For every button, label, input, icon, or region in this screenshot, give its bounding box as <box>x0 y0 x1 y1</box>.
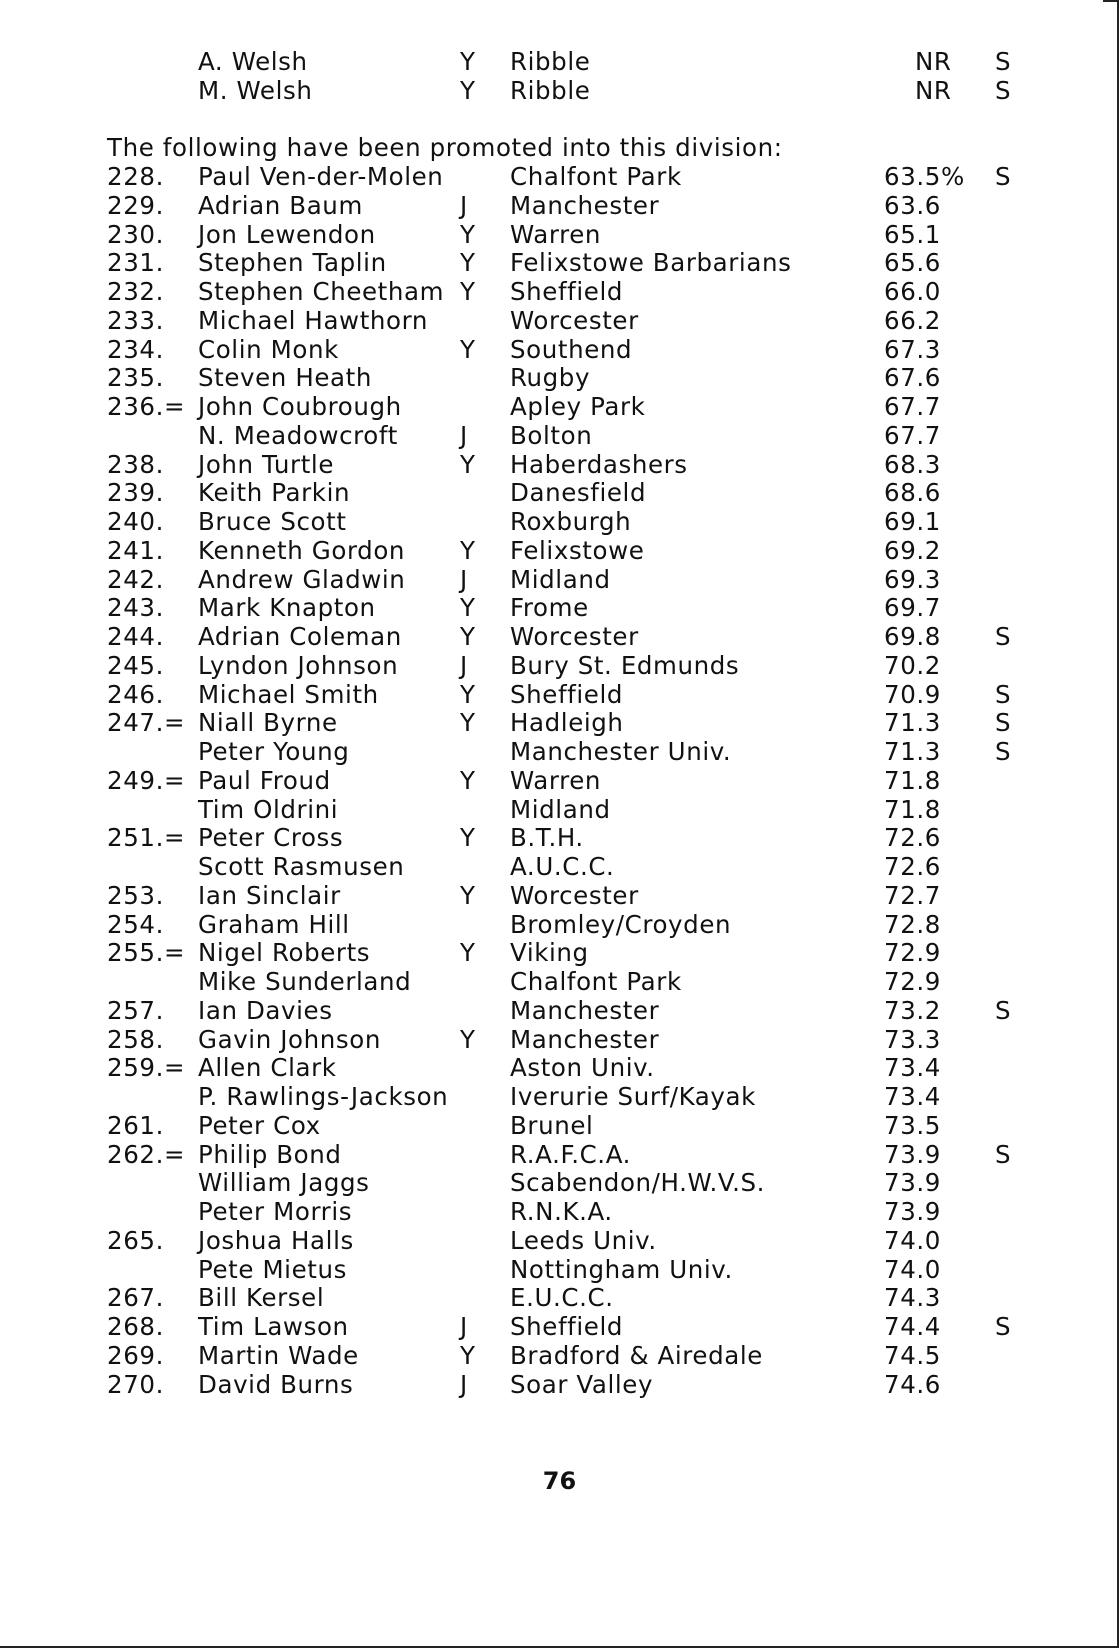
position-number: 231. <box>107 248 164 278</box>
result-row <box>0 277 1119 306</box>
club-name: Bromley/Croyden <box>510 909 732 939</box>
result-row <box>0 421 1119 450</box>
percentage-value: 72.6 <box>884 823 941 853</box>
club-name: E.U.C.C. <box>510 1283 614 1313</box>
position-number: 239. <box>107 478 164 508</box>
position-number: 246. <box>107 679 164 709</box>
position-number: 234. <box>107 334 164 364</box>
category-code: Y <box>460 593 476 623</box>
section-heading: The following have been promoted into this division: <box>107 133 783 162</box>
percentage-value: 74.0 <box>884 1254 941 1284</box>
position-number: 245. <box>107 650 164 680</box>
competitor-name: Jon Lewendon <box>198 219 376 249</box>
percentage-value: 63.6 <box>884 190 941 220</box>
result-row <box>0 220 1119 249</box>
competitor-name: Michael Hawthorn <box>198 305 428 335</box>
position-number: 268. <box>107 1312 164 1341</box>
result-row <box>0 795 1119 824</box>
percentage-value: 73.4 <box>884 1082 941 1111</box>
club-name: Sheffield <box>510 679 624 709</box>
percentage-value: 68.6 <box>884 478 941 508</box>
club-name: Hadleigh <box>510 708 624 738</box>
competitor-name: Philip Bond <box>198 1139 342 1169</box>
percentage-value: 69.7 <box>884 593 941 623</box>
position-number: 255.= <box>107 938 186 968</box>
club-name: Manchester <box>510 995 660 1025</box>
competitor-name: Niall Byrne <box>198 708 338 738</box>
position-number: 228. <box>107 162 164 191</box>
club-name: R.A.F.C.A. <box>510 1139 632 1169</box>
percentage-value: 72.9 <box>884 967 941 996</box>
club-name: Chalfont Park <box>510 967 682 996</box>
result-row <box>0 1082 1119 1111</box>
competitor-name: John Coubrough <box>198 392 402 421</box>
flag-code: S <box>995 995 1012 1025</box>
club-name: Ribble <box>510 47 591 76</box>
competitor-name: A. Welsh <box>198 47 308 76</box>
percentage-value: 73.3 <box>884 1024 941 1054</box>
result-row <box>0 938 1119 967</box>
flag-code: S <box>995 1312 1012 1341</box>
club-name: Southend <box>510 334 633 364</box>
flag-code: S <box>995 47 1012 76</box>
percentage-value: 74.3 <box>884 1283 941 1313</box>
position-number: 257. <box>107 995 164 1025</box>
result-row <box>0 363 1119 392</box>
result-row <box>0 967 1119 996</box>
result-row <box>0 1168 1119 1197</box>
position-number: 269. <box>107 1340 164 1370</box>
competitor-name: Colin Monk <box>198 334 339 364</box>
competitor-name: Scott Rasmusen <box>198 852 405 881</box>
competitor-name: Allen Clark <box>198 1053 337 1083</box>
club-name: Roxburgh <box>510 507 632 536</box>
result-row <box>0 651 1119 680</box>
percentage-value: 65.6 <box>884 248 941 278</box>
flag-code: S <box>995 76 1012 105</box>
position-number: 249.= <box>107 765 186 795</box>
result-row <box>0 622 1119 651</box>
position-number: 262.= <box>107 1139 186 1169</box>
percentage-value: 73.5 <box>884 1110 941 1140</box>
flag-code: S <box>995 622 1012 651</box>
position-number: 270. <box>107 1369 164 1399</box>
position-number: 240. <box>107 507 164 536</box>
result-row <box>0 1111 1119 1140</box>
competitor-name: David Burns <box>198 1369 354 1399</box>
percentage-value: 73.9 <box>884 1168 941 1198</box>
result-row <box>0 478 1119 507</box>
club-name: Frome <box>510 593 589 623</box>
position-number: 242. <box>107 564 164 594</box>
result-row <box>0 1140 1119 1169</box>
club-name: Bradford & Airedale <box>510 1340 763 1370</box>
result-row <box>0 335 1119 364</box>
competitor-name: Michael Smith <box>198 679 379 709</box>
position-number: 254. <box>107 909 164 939</box>
category-code: Y <box>460 535 476 565</box>
position-number: 238. <box>107 449 164 479</box>
result-row <box>0 852 1119 881</box>
club-name: Leeds Univ. <box>510 1225 657 1255</box>
competitor-name: Kenneth Gordon <box>198 535 406 565</box>
position-number: 258. <box>107 1024 164 1054</box>
percentage-value: 70.9 <box>884 679 941 709</box>
position-number: 247.= <box>107 708 186 738</box>
result-row <box>0 507 1119 536</box>
competitor-name: Paul Ven-der-Molen <box>198 162 444 191</box>
page-number: 76 <box>542 1467 577 1495</box>
percentage-value: 65.1 <box>884 219 941 249</box>
competitor-name: Tim Oldrini <box>198 794 339 824</box>
competitor-name: Graham Hill <box>198 909 350 939</box>
club-name: Sheffield <box>510 1312 624 1341</box>
club-name: Felixstowe <box>510 535 645 565</box>
category-code: Y <box>460 47 476 76</box>
competitor-name: Pete Mietus <box>198 1254 347 1284</box>
competitor-name: P. Rawlings-Jackson <box>198 1082 449 1111</box>
category-code: Y <box>460 449 476 479</box>
result-row <box>0 766 1119 795</box>
club-name: Bury St. Edmunds <box>510 650 740 680</box>
top-entry-row <box>0 47 1119 76</box>
club-name: Brunel <box>510 1110 594 1140</box>
club-name: R.N.K.A. <box>510 1197 613 1226</box>
category-code: Y <box>460 334 476 364</box>
flag-code: S <box>995 737 1012 766</box>
position-number: 230. <box>107 219 164 249</box>
result-row <box>0 565 1119 594</box>
percentage-value: 74.6 <box>884 1369 941 1399</box>
club-name: Midland <box>510 794 611 824</box>
club-name: Midland <box>510 564 611 594</box>
category-code: J <box>460 1369 468 1399</box>
flag-code: S <box>995 162 1012 191</box>
percentage-value: 69.1 <box>884 507 941 536</box>
club-name: Manchester Univ. <box>510 737 732 766</box>
category-code: Y <box>460 938 476 968</box>
result-row <box>0 191 1119 220</box>
result-row <box>0 1341 1119 1370</box>
result-row <box>0 823 1119 852</box>
position-number: 235. <box>107 363 164 393</box>
competitor-name: Bill Kersel <box>198 1283 325 1313</box>
club-name: Scabendon/H.W.V.S. <box>510 1168 766 1198</box>
club-name: Sheffield <box>510 277 624 306</box>
club-name: Nottingham Univ. <box>510 1254 733 1284</box>
competitor-name: Peter Young <box>198 737 350 766</box>
club-name: Felixstowe Barbarians <box>510 248 792 278</box>
position-number: 236.= <box>107 392 186 421</box>
competitor-name: Mark Knapton <box>198 593 376 623</box>
competitor-name: Peter Cross <box>198 823 344 853</box>
percentage-value: 71.8 <box>884 765 941 795</box>
club-name: B.T.H. <box>510 823 584 853</box>
category-code: Y <box>460 76 476 105</box>
category-code: J <box>460 564 468 594</box>
result-code: NR <box>915 47 952 76</box>
competitor-name: Andrew Gladwin <box>198 564 406 594</box>
category-code: Y <box>460 765 476 795</box>
category-code: J <box>460 190 468 220</box>
category-code: Y <box>460 622 476 651</box>
category-code: Y <box>460 679 476 709</box>
percentage-value: 66.0 <box>884 277 941 306</box>
percentage-value: 74.5 <box>884 1340 941 1370</box>
club-name: Aston Univ. <box>510 1053 655 1083</box>
percentage-value: 69.3 <box>884 564 941 594</box>
result-row <box>0 536 1119 565</box>
club-name: Manchester <box>510 190 660 220</box>
category-code: Y <box>460 823 476 853</box>
percentage-value: 72.9 <box>884 938 941 968</box>
competitor-name: Keith Parkin <box>198 478 351 508</box>
percentage-value: 73.9 <box>884 1139 941 1169</box>
competitor-name: M. Welsh <box>198 76 313 105</box>
percentage-value: 74.0 <box>884 1225 941 1255</box>
position-number: 244. <box>107 622 164 651</box>
competitor-name: N. Meadowcroft <box>198 420 398 450</box>
flag-code: S <box>995 679 1012 709</box>
competitor-name: Martin Wade <box>198 1340 359 1370</box>
result-row <box>0 1312 1119 1341</box>
percentage-value: 68.3 <box>884 449 941 479</box>
result-row <box>0 450 1119 479</box>
club-name: Bolton <box>510 420 593 450</box>
percentage-value: 67.3 <box>884 334 941 364</box>
category-code: Y <box>460 219 476 249</box>
result-row <box>0 708 1119 737</box>
club-name: Warren <box>510 765 602 795</box>
percentage-value: 71.3 <box>884 708 941 738</box>
competitor-name: Tim Lawson <box>198 1312 349 1341</box>
result-row <box>0 1226 1119 1255</box>
result-row <box>0 996 1119 1025</box>
club-name: Iverurie Surf/Kayak <box>510 1082 756 1111</box>
position-number: 253. <box>107 880 164 910</box>
result-row <box>0 680 1119 709</box>
result-row <box>0 1025 1119 1054</box>
position-number: 267. <box>107 1283 164 1313</box>
club-name: Apley Park <box>510 392 646 421</box>
percentage-value: 73.4 <box>884 1053 941 1083</box>
percentage-value: 72.6 <box>884 852 941 881</box>
competitor-name: Paul Froud <box>198 765 331 795</box>
category-code: J <box>460 1312 468 1341</box>
percentage-value: 67.7 <box>884 392 941 421</box>
position-number: 232. <box>107 277 164 306</box>
result-row <box>0 1255 1119 1284</box>
position-number: 243. <box>107 593 164 623</box>
result-row <box>0 737 1119 766</box>
club-name: Haberdashers <box>510 449 688 479</box>
result-row <box>0 392 1119 421</box>
result-row <box>0 306 1119 335</box>
category-code: J <box>460 650 468 680</box>
competitor-name: Bruce Scott <box>198 507 347 536</box>
flag-code: S <box>995 1139 1012 1169</box>
percentage-value: 70.2 <box>884 650 941 680</box>
position-number: 229. <box>107 190 164 220</box>
result-row <box>0 248 1119 277</box>
club-name: Danesfield <box>510 478 647 508</box>
competitor-name: Gavin Johnson <box>198 1024 381 1054</box>
percentage-value: 63.5% <box>884 162 965 191</box>
competitor-name: Nigel Roberts <box>198 938 371 968</box>
club-name: Chalfont Park <box>510 162 682 191</box>
position-number: 233. <box>107 305 164 335</box>
club-name: Soar Valley <box>510 1369 654 1399</box>
percentage-value: 67.7 <box>884 420 941 450</box>
percentage-value: 72.7 <box>884 880 941 910</box>
club-name: Rugby <box>510 363 591 393</box>
percentage-value: 73.2 <box>884 995 941 1025</box>
club-name: Worcester <box>510 305 639 335</box>
position-number: 241. <box>107 535 164 565</box>
category-code: Y <box>460 1340 476 1370</box>
percentage-value: 71.8 <box>884 794 941 824</box>
percentage-value: 69.8 <box>884 622 941 651</box>
percentage-value: 71.3 <box>884 737 941 766</box>
result-row <box>0 1283 1119 1312</box>
category-code: Y <box>460 248 476 278</box>
position-number: 265. <box>107 1225 164 1255</box>
percentage-value: 67.6 <box>884 363 941 393</box>
club-name: Worcester <box>510 622 639 651</box>
result-row <box>0 1197 1119 1226</box>
competitor-name: John Turtle <box>198 449 334 479</box>
competitor-name: Stephen Taplin <box>198 248 387 278</box>
competitor-name: Adrian Coleman <box>198 622 402 651</box>
result-row <box>0 1370 1119 1399</box>
competitor-name: Adrian Baum <box>198 190 363 220</box>
flag-code: S <box>995 708 1012 738</box>
percentage-value: 69.2 <box>884 535 941 565</box>
competitor-name: Peter Cox <box>198 1110 321 1140</box>
result-row <box>0 162 1119 191</box>
result-row <box>0 881 1119 910</box>
competitor-name: Peter Morris <box>198 1197 353 1226</box>
category-code: Y <box>460 277 476 306</box>
club-name: Worcester <box>510 880 639 910</box>
position-number: 261. <box>107 1110 164 1140</box>
result-row <box>0 593 1119 622</box>
position-number: 251.= <box>107 823 186 853</box>
competitor-name: Ian Sinclair <box>198 880 341 910</box>
category-code: Y <box>460 1024 476 1054</box>
percentage-value: 72.8 <box>884 909 941 939</box>
category-code: Y <box>460 880 476 910</box>
club-name: A.U.C.C. <box>510 852 615 881</box>
result-code: NR <box>915 76 952 105</box>
club-name: Viking <box>510 938 589 968</box>
competitor-name: Stephen Cheetham <box>198 277 445 306</box>
competitor-name: Lyndon Johnson <box>198 650 399 680</box>
category-code: J <box>460 420 468 450</box>
competitor-name: William Jaggs <box>198 1168 370 1198</box>
competitor-name: Ian Davies <box>198 995 333 1025</box>
club-name: Warren <box>510 219 602 249</box>
category-code: Y <box>460 708 476 738</box>
page-corner-mark <box>1103 0 1117 2</box>
result-row <box>0 1053 1119 1082</box>
position-number: 259.= <box>107 1053 186 1083</box>
club-name: Ribble <box>510 76 591 105</box>
competitor-name: Joshua Halls <box>198 1225 354 1255</box>
percentage-value: 74.4 <box>884 1312 941 1341</box>
percentage-value: 73.9 <box>884 1197 941 1226</box>
percentage-value: 66.2 <box>884 305 941 335</box>
competitor-name: Mike Sunderland <box>198 967 412 996</box>
club-name: Manchester <box>510 1024 660 1054</box>
top-entry-row <box>0 76 1119 105</box>
competitor-name: Steven Heath <box>198 363 372 393</box>
result-row <box>0 910 1119 939</box>
